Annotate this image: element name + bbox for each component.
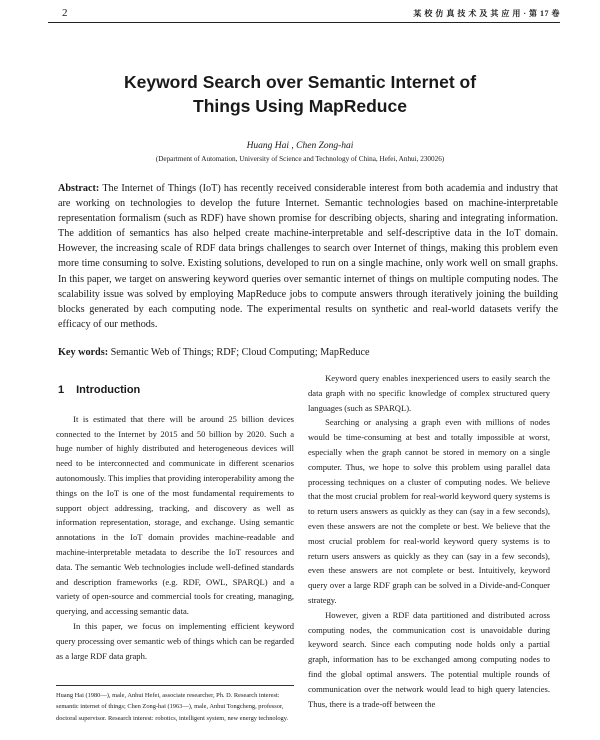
journal-name: 某 校 仿 真 技 术 及 其 应 用 · 第 17 卷	[413, 9, 560, 18]
paragraph: In this paper, we focus on implementing efficient keyword query processing over semantic web of things which can be regarded as a large RDF data graph.	[56, 620, 294, 661]
paragraph: It is estimated that there will be around 25 billion devices connected to the Internet by 2015 and 50 billion by 2020. Such a huge number of highly distributed and heterogeneous devices will need to be interconnected and communicate in different scenarios autonomously. This implies that providing interoperability among the things on the IoT is one of the most fundamental requirements to support object addressing, tracking, and discovery as well as information representation, storage, and exchange. Using semantic annotations in the IoT domain provides machine-readable and machine-interpretable metadata to describe the IoT resources and data. The semantic Web technologies include well-defined standards and description frameworks (e.g. RDF, OWL, SPARQL) and a variety of open-source and commercial tools for creating, managing, querying, and accessing semantic data.	[56, 413, 294, 617]
left-column	[56, 371, 294, 663]
keywords-label: Key words:	[58, 347, 109, 358]
section-heading	[58, 383, 294, 398]
running-header	[48, 6, 560, 23]
paper-title-line1: Keyword Search over Semantic Internet of	[123, 72, 477, 92]
paragraph: However, given a RDF data partitioned and distributed across computing nodes, the communication cost is unavoidable during keyword search. Since each computing node holds only a partial graph, information has to be exchanged among computing nodes to find the global optimal answers. The potential multiple rounds of communication over the network would lead to high query latencies. Thus, there is a trade-off between the	[308, 609, 550, 709]
section-number: 1	[58, 384, 65, 396]
abstract-text: The Internet of Things (IoT) has recently received considerable interest from both academia and industry that are working on technologies to develop the future Internet. Semantic technologies based on machine-interpretable representation formalism (such as RDF) have shown promise for describing objects, sharing and integrating information. The addition of semantics has also helped create machine-interpretable and self-descriptive data in the IoT domain. However, the increasing scale of RDF data brings challenges to search over Internet of things, making this problem even more time consuming to solve. Existing solutions, developed to run on a single machine, only work well on small graphs. In this paper, we target on answering keyword queries over semantic internet of things on multiple computing nodes. The scalability issue was solved by employing MapReduce jobs to compute answers through iteratively joining the building blocks generated by each computing node. The experimental results on synthetic and real-world datasets verify the efficacy of our methods.	[58, 183, 558, 330]
abstract-label: Abstract:	[58, 183, 100, 194]
section-title: Introduction	[76, 384, 141, 396]
paragraph: Keyword query enables inexperienced users to easily search the data graph with no specific knowledge of complex structured query languages (such as SPARQL).	[308, 373, 550, 413]
abstract	[58, 181, 558, 332]
author-footnote: Huang Hai (1980—), male, Anhui Hefei, associate researcher, Ph. D. Research interest: semantic internet of things; Chen Zong-hai (1963—), male, Anhui Tongcheng, professor, doctoral supervisor. Research interest: robotics, intelligent system, new energy technology.	[56, 685, 294, 724]
keywords-text: Semantic Web of Things; RDF; Cloud Computing; MapReduce	[108, 347, 370, 358]
keywords	[58, 346, 558, 360]
affiliation: (Department of Automation, University of Science and Technology of China, Hefei, Anhui, 230026)	[155, 155, 445, 163]
page-number: 2	[62, 7, 68, 19]
right-column	[308, 371, 550, 711]
paragraph: Searching or analysing a graph even with millions of nodes would be time-consuming at best and totally impossible at worst, especially when the graph cannot be stored in memory on a single computer. Thus, we hope to solve this problem using parallel data processing techniques on a cluster of computing nodes. We believe that the most crucial problem for real-world keyword query systems is to return users answers as quickly as they can (say in a few seconds), even these answers are not the complete or best. We believe that the most crucial problem for real-world keyword query systems is to return users answers as quickly as they can (say in a few seconds), even these answers are not complete or best. Intuitively, keyword query over a large RDF graph can be solved in a Divide-and-Conquer strategy.	[308, 417, 550, 605]
authors: Huang Hai , Chen Zong-hai	[246, 141, 354, 151]
paper-title-line2: Things Using MapReduce	[193, 96, 407, 116]
paper-title	[40, 70, 560, 118]
